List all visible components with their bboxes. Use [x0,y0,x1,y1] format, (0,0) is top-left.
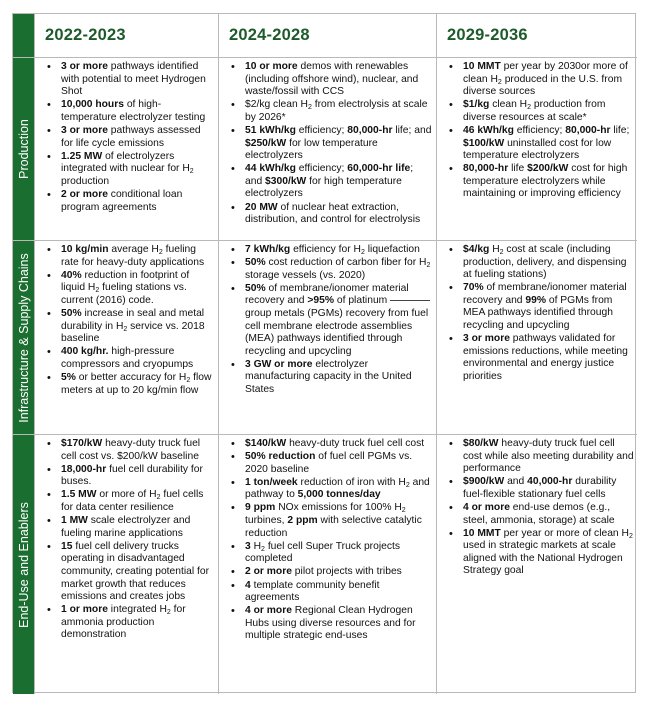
milestone-text: fueling rate for heavy-duty applications [61,244,205,268]
milestone-text: cost for high temperature electrolyzers while maintaining or improving efficiency [463,163,628,200]
milestone-text: high-pressure compressors and cryopumps [61,346,194,370]
milestone-text: or better accuracy for H [75,371,187,383]
milestone-metric: 50% [245,257,266,269]
milestone-metric: 80,000-hr [565,124,611,136]
milestone-text: durability fuel-flexible stationary fuel cells [463,476,617,500]
milestone-item [245,283,433,359]
milestone-text: life [508,163,528,175]
milestone-metric: 51 kWh/kg [245,124,296,136]
milestone-metric: 50% reduction [245,451,316,463]
cell-end-use-2024-2028 [219,435,437,694]
milestone-text: pathways assessed for life cycle emissions [61,124,201,149]
milestone-item [463,61,634,99]
milestone-item [463,438,634,476]
milestone-metric: >95% [307,295,335,307]
milestone-text: for high temperature electrolyzers [245,175,402,200]
milestone-text: pathways validated for emissions reductions, while meeting environmental and energy justice priorities [463,333,628,382]
milestone-text: for low temperature electrolyzers [245,137,378,162]
milestone-metric: 2 or more [61,188,108,200]
subscript: 2 [497,78,502,86]
milestone-text: life; and [392,124,432,136]
milestone-item [61,125,215,150]
milestone-list [219,435,436,643]
row-header-end-use [13,435,35,694]
milestone-text: of membrane/ionomer material recovery and [245,282,409,307]
milestone-text: group metals (PGMs) recovery from fuel cell membrane electrode assemblies (MEA) pathways identified through recycling and upcycling [245,307,429,357]
milestone-item [61,541,215,604]
milestone-list [437,241,637,384]
milestone-item [245,438,433,451]
milestone-text: efficiency for H [290,244,361,255]
milestone-text: life; [610,124,630,136]
milestone-text: of platinum [334,295,388,307]
milestone-metric: 50% [245,282,266,294]
milestone-text: for ammonia production demonstration [61,604,186,641]
milestone-metric: 3 GW or more [245,358,313,370]
milestone-text: heavy-duty truck fuel cell cost while also meeting durability and performance [463,438,634,475]
milestone-text: and pathway to [245,476,430,501]
milestone-text: reduction in footprint of liquid H [61,269,190,294]
milestone-item [245,451,433,476]
milestone-metric: 10 or more [245,61,298,72]
milestone-text: per year by 2030or more of clean H [463,61,628,85]
milestone-text: production [61,175,110,187]
milestone-text: with selective catalytic reduction [245,515,422,539]
milestone-list [35,58,218,214]
milestone-text: template community benefit agreements [245,579,380,604]
milestone-item [245,61,433,99]
milestone-item [245,566,433,579]
milestone-metric: 1 ton/week [245,476,298,488]
milestone-text: and [504,476,528,488]
subscript: 2 [401,507,406,515]
milestone-item [463,163,634,201]
milestone-metric: 99% [525,294,546,306]
milestone-item [61,61,215,99]
milestone-metric: 5,000 tonnes/day [297,489,381,501]
milestone-item [245,257,433,282]
milestone-metric: $300/kW [265,175,307,187]
milestone-text: H [489,244,500,255]
cell-end-use-2022-2023 [35,435,219,694]
milestone-list [219,241,436,397]
row-header-label: Production [16,119,31,179]
milestone-metric: 7 kWh/kg [245,244,291,255]
milestone-item [61,244,215,269]
milestone-text: service vs. 2018 baseline [61,320,205,345]
milestone-metric: 20 MW [245,201,278,213]
subscript: 2 [527,104,532,112]
cell-production-2024-2028 [219,58,437,241]
milestone-item [245,163,433,201]
cell-production-2029-2036 [437,58,637,241]
milestone-list [437,435,637,578]
milestone-metric: 4 or more [463,501,510,513]
subscript: 2 [628,532,633,540]
subscript: 2 [307,104,312,112]
milestone-item [61,151,215,189]
milestone-metric: 80,000-hr [463,163,509,175]
milestone-list [219,58,436,227]
milestone-metric: 18,000-hr [61,463,107,475]
milestone-text: heavy-duty truck fuel cell cost vs. $200/kW baseline [61,438,201,462]
milestone-text: of membrane/ionomer material recovery and [463,282,627,306]
milestone-item [61,346,215,371]
milestone-text: liquefaction [364,244,420,255]
milestone-text: of fuel cell PGMs vs. 2020 baseline [245,451,413,475]
milestone-text: flow meters at up to 20 kg/min flow [61,371,212,396]
milestone-metric: 44 kWh/kg [245,163,296,175]
milestone-metric: $170/kW [61,438,103,449]
row-header-label: Infrastructure & Supply Chains [16,252,31,423]
milestone-text: H [250,540,262,552]
milestone-metric: 4 or more [245,605,292,617]
milestone-item [245,244,433,257]
milestone-metric: 80,000-hr [347,124,393,136]
milestone-item [245,580,433,605]
milestone-text: integrated H [107,604,167,616]
milestone-item [463,333,634,383]
milestone-text: reduction of iron with H [297,476,406,488]
milestone-text: heavy-duty truck fuel cell cost [286,438,425,449]
row-header-label: End-Use and Enablers [16,501,31,628]
milestone-metric: 70% [463,282,484,294]
milestone-metric: 10,000 hours [61,99,124,111]
milestone-text: clean H [489,99,528,111]
subscript: 2 [166,609,171,617]
subscript: 2 [499,249,504,256]
milestone-text: used in strategic markets at scale aligned with the National Hydrogen Strategy goal [463,540,623,577]
row-header-infrastructure [13,241,35,435]
milestone-metric: 5% [61,371,76,383]
milestone-text: conditional loan program agreements [61,188,183,213]
milestone-text: of electrolyzers integrated with nuclear for H [61,150,190,175]
milestone-metric: $100/kW [463,137,505,149]
milestone-metric: 4 [245,579,251,591]
milestone-metric: 1.25 MW [61,150,103,162]
milestone-text: cost reduction of carbon fiber for H [265,257,427,269]
milestone-text: from electrolysis at scale by 2026* [245,99,428,123]
cell-infrastructure-2029-2036 [437,241,637,435]
milestone-text: end-use demos (e.g., steel, ammonia, storage) at scale [463,501,615,526]
row-header-production [13,58,35,241]
milestone-text: pilot projects with tribes [291,566,402,578]
subscript: 2 [189,168,194,176]
milestone-metric: 9 ppm [245,502,276,514]
milestone-text: efficiency; [295,124,348,136]
milestone-metric: 10 kg/min [61,244,109,255]
subscript: 2 [360,249,365,256]
milestone-item [245,359,433,397]
milestone-item [245,125,433,163]
milestone-metric: 1 MW [61,515,88,527]
subscript: 2 [186,376,191,384]
milestone-item [61,604,215,642]
milestone-text: storage vessels (vs. 2020) [245,269,366,281]
milestone-item [245,202,433,227]
cell-end-use-2029-2036 [437,435,637,694]
subscript: 2 [95,287,100,295]
milestone-text: uninstalled cost for low temperature electrolyzers [463,137,612,162]
column-header-2022-2023: 2022-2023 [35,14,219,58]
milestone-metric: 1 or more [61,604,108,616]
cell-infrastructure-2022-2023 [35,241,219,435]
table-corner [13,14,35,58]
milestone-metric: $80/kW [463,438,499,449]
milestone-item [61,438,215,463]
milestone-text: per year or more of clean H [500,527,629,539]
milestone-text: electrolyzer manufacturing capacity in the United States [245,358,412,396]
milestone-metric: 3 or more [463,333,510,345]
milestone-text: of PGMs from MEA pathways identified through recycling and upcycling [463,294,613,332]
milestone-text: turbines, [245,515,288,527]
milestone-metric: 2 ppm [287,515,318,527]
milestone-metric: 40,000-hr [527,476,573,488]
milestone-list [35,241,218,397]
subscript: 2 [123,325,128,333]
milestone-item [61,308,215,346]
subscript: 2 [261,545,265,553]
milestone-metric: 3 [245,540,251,552]
cell-production-2022-2023 [35,58,219,241]
milestone-item [61,515,215,540]
milestone-text: production from diverse resources at scale* [463,99,606,123]
milestone-text: increase in seal and metal durability in H [61,307,205,332]
inline-rule [390,300,430,301]
milestone-text: average H [108,244,159,255]
subscript: 2 [405,481,410,489]
milestone-metric: 1.5 MW [61,489,97,501]
milestone-item [463,244,634,282]
milestone-text: scale electrolyzer and fueling marine applications [61,515,191,539]
subscript: 2 [426,262,431,270]
milestone-item [61,189,215,214]
milestone-metric: 10 MMT [463,61,501,72]
milestone-item [463,125,634,163]
milestone-text: Regional Clean Hydrogen Hubs using diverse resources and for multiple strategic end-uses [245,605,416,642]
milestone-metric: 40% [61,269,82,281]
milestone-text: cost at scale (including production, delivery, and dispensing at fueling stations) [463,244,627,281]
milestone-text: fuel cell delivery trucks operating in disadvantaged community, creating potential for market growth that reduces emissions and creates jobs [61,540,210,603]
milestone-metric: $250/kW [245,137,287,149]
cell-infrastructure-2024-2028 [219,241,437,435]
milestone-text: or more of H [96,489,157,501]
milestone-item [61,464,215,489]
milestone-item [61,270,215,308]
milestone-list [35,435,218,642]
milestone-item [245,99,433,124]
milestone-metric: 10 MMT [463,527,501,539]
milestone-item [245,502,433,540]
subscript: 2 [158,249,163,256]
milestone-text: of nuclear heat extraction, distribution, and control for electrolysis [245,201,421,226]
milestone-metric: $140/kW [245,438,287,449]
milestone-item [463,99,634,124]
column-header-2024-2028: 2024-2028 [219,14,437,58]
milestone-item [463,476,634,501]
milestone-metric: 400 kg/hr. [61,346,109,358]
milestone-text: fueling stations vs. current (2016) code. [61,282,187,306]
milestone-text: ; and [245,163,414,187]
milestone-text: efficiency; [513,124,566,136]
milestone-list [437,58,637,201]
milestone-metric: 15 [61,540,73,552]
milestone-metric: $200/kW [527,163,569,175]
milestone-text: NOx emissions for 100% H [275,502,402,514]
column-header-2029-2036: 2029-2036 [437,14,637,58]
milestone-text: pathways identified with potential to meet Hydrogen Shot [61,61,206,98]
milestone-metric: $1/kg [463,99,490,111]
milestone-text: demos with renewables (including offshore wind), nuclear, and waste/fossil with CCS [245,61,419,98]
milestone-metric: 2 or more [245,566,292,578]
milestone-item [245,605,433,643]
milestone-item [61,99,215,124]
milestone-item [463,528,634,578]
milestone-text: $2/kg clean H [245,99,308,111]
milestone-item [61,372,215,397]
milestone-metric: 60,000-hr life [347,163,411,175]
milestone-text: produced in the U.S. from diverse sources [463,73,623,98]
milestone-item [245,477,433,502]
milestone-item [245,541,433,566]
milestone-item [463,282,634,332]
milestone-metric: $900/kW [463,476,505,488]
milestone-text: fuel cell durability for buses. [61,463,203,488]
milestone-metric: 3 or more [61,124,108,136]
milestone-text: efficiency; [295,163,348,175]
hydrogen-milestones-table [12,13,636,693]
milestone-metric: $4/kg [463,244,490,255]
milestone-text: of high-temperature electrolyzer testing [61,99,206,123]
milestone-metric: 3 or more [61,61,108,72]
milestone-text: fuel cells for data center resilience [61,489,204,513]
subscript: 2 [156,494,161,502]
milestone-metric: 50% [61,307,82,319]
milestone-item [61,489,215,514]
milestone-item [463,502,634,527]
milestone-metric: 46 kWh/kg [463,124,514,136]
milestone-text: fuel cell Super Truck projects completed [245,540,401,565]
